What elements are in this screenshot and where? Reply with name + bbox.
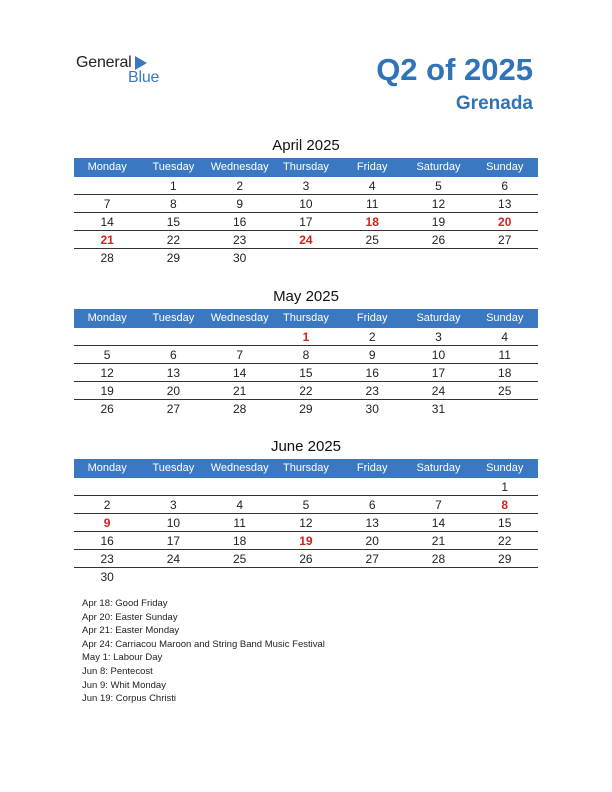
day-cell: 3 [435,330,442,344]
day-cell: 12 [100,366,114,380]
week-row [74,195,538,213]
week-row [74,231,538,249]
month-calendar [74,285,538,417]
holiday-list-item: Jun 9: Whit Monday [82,679,166,691]
day-cell: 17 [431,366,446,380]
weekday-label: Sunday [486,462,524,474]
day-cell: 6 [170,348,177,362]
day-cell: 1 [501,480,509,494]
weekday-header-row [74,459,538,478]
holiday-date: 20 [498,215,512,229]
day-cell: 10 [299,197,313,211]
logo-word-blue: Blue [128,69,160,86]
day-cell: 3 [302,179,310,193]
day-cell: 2 [368,330,376,344]
day-cell: 29 [498,552,512,566]
weekday-label: Saturday [416,312,461,324]
holiday-list [82,597,325,706]
week-row [74,496,538,514]
day-cell [405,568,471,585]
day-cell: 17 [299,215,313,229]
month-title: April 2025 [272,137,340,154]
day-cell [273,568,339,585]
day-cell: 19 [431,215,446,229]
day-cell [207,568,273,585]
weekday-label: Tuesday [152,161,195,173]
weekday-label: Wednesday [210,462,269,474]
day-cell: 25 [365,233,379,247]
day-cell: 30 [232,251,247,265]
day-cell [472,568,538,585]
month-title: May 2025 [273,288,339,305]
holiday-date: 21 [100,233,114,247]
day-cell: 7 [435,498,442,512]
day-cell [339,249,405,266]
day-cell [140,568,206,585]
day-cell: 10 [166,516,181,530]
day-cell: 9 [236,197,243,211]
holiday-list-item: Jun 19: Corpus Christi [82,693,176,705]
day-cell: 27 [498,233,512,247]
week-row [74,249,538,266]
day-cell: 11 [365,197,379,211]
day-cell: 18 [232,534,247,548]
weekday-label: Thursday [283,312,329,324]
weekday-label: Saturday [416,462,461,474]
holiday-date: 18 [365,215,379,229]
weekday-label: Friday [356,462,388,474]
weekday-label: Monday [87,462,127,474]
day-cell: 26 [100,402,114,416]
weekday-label: Monday [87,161,127,173]
week-row [74,213,538,231]
day-cell: 11 [233,516,246,530]
month-calendar [74,435,538,585]
logo-word-general: General [76,54,132,71]
day-cell: 3 [170,498,177,512]
day-cell [273,249,339,266]
day-cell: 22 [498,534,512,548]
weekday-label: Thursday [283,462,329,474]
week-row [74,364,538,382]
weekday-label: Wednesday [210,312,269,324]
day-cell: 22 [299,384,313,398]
day-cell [339,478,405,495]
day-cell: 13 [166,366,181,380]
day-cell: 29 [166,251,181,265]
weekday-label: Monday [87,312,127,324]
day-cell: 17 [166,534,181,548]
weekday-label: Sunday [486,161,524,173]
day-cell: 15 [299,366,313,380]
day-cell: 14 [232,366,247,380]
day-cell [339,568,405,585]
holiday-list-item: Apr 20: Easter Sunday [82,611,178,623]
day-cell: 21 [232,384,247,398]
holiday-date: 8 [501,498,509,512]
day-cell [74,478,140,495]
day-cell: 16 [365,366,379,380]
day-cell: 18 [498,366,512,380]
page-title: Q2 of 2025 [376,52,533,87]
week-row [74,328,538,346]
holiday-list-item: May 1: Labour Day [82,652,163,664]
day-cell [74,177,140,194]
holiday-date: 9 [103,516,111,530]
day-cell [405,249,471,266]
weekday-label: Sunday [486,312,524,324]
day-cell: 6 [368,498,376,512]
day-cell: 14 [431,516,446,530]
day-cell: 8 [302,348,310,362]
weekday-label: Tuesday [152,312,195,324]
day-cell: 21 [431,534,446,548]
day-cell: 20 [365,534,379,548]
day-cell: 26 [299,552,313,566]
week-row [74,478,538,496]
country-name: Grenada [455,93,533,114]
day-cell [472,400,538,417]
day-cell: 28 [232,402,247,416]
weekday-label: Thursday [283,161,329,173]
week-row [74,550,538,568]
week-row [74,382,538,400]
day-cell: 23 [365,384,379,398]
day-cell: 1 [170,179,177,193]
day-cell: 15 [498,516,512,530]
holiday-list-item: Apr 24: Carriacou Maroon and String Band Music Festival [82,638,325,650]
weekday-label: Wednesday [210,161,269,173]
day-cell: 29 [299,402,313,416]
day-cell: 25 [232,552,247,566]
day-cell: 4 [501,330,509,344]
week-row [74,568,538,585]
day-cell: 5 [302,498,310,512]
day-cell: 10 [431,348,446,362]
day-cell: 4 [236,498,243,512]
holiday-date: 1 [302,330,310,344]
day-cell: 28 [431,552,446,566]
holiday-list-item: Apr 18: Good Friday [82,598,168,609]
day-cell: 28 [100,251,114,265]
holiday-date: 19 [299,534,313,548]
day-cell: 23 [100,552,114,566]
day-cell: 13 [365,516,379,530]
day-cell: 14 [100,215,114,229]
day-cell: 25 [498,384,512,398]
day-cell: 30 [365,402,379,416]
day-cell [207,328,273,345]
day-cell [74,328,140,345]
day-cell: 23 [232,233,247,247]
holiday-date: 24 [299,233,313,247]
day-cell: 5 [103,348,111,362]
week-row [74,514,538,532]
day-cell: 6 [501,179,509,193]
day-cell: 22 [166,233,181,247]
day-cell [140,328,206,345]
day-cell: 16 [100,534,114,548]
weekday-header-row [74,309,538,328]
month-calendar [74,134,538,266]
day-cell: 5 [435,179,442,193]
day-cell: 31 [431,402,446,416]
day-cell: 7 [103,197,111,211]
day-cell: 19 [100,384,114,398]
holiday-list-item: Apr 21: Easter Monday [82,625,180,637]
day-cell [472,249,538,266]
logo [76,54,176,88]
day-cell: 11 [498,348,511,362]
holiday-list-item: Jun 8: Pentecost [82,665,153,677]
day-cell: 4 [368,179,376,193]
day-cell: 15 [166,215,181,229]
day-cell: 16 [232,215,247,229]
day-cell: 27 [166,402,181,416]
month-title: June 2025 [270,438,342,455]
day-cell: 20 [166,384,181,398]
logo-flag-icon [135,56,147,70]
day-cell: 30 [100,570,114,584]
day-cell: 24 [431,384,446,398]
day-cell [405,478,471,495]
weekday-label: Tuesday [152,462,195,474]
day-cell: 9 [368,348,376,362]
weekday-label: Saturday [416,161,461,173]
day-cell: 8 [170,197,177,211]
weekday-label: Friday [356,312,388,324]
weekday-header-row [74,158,538,177]
day-cell: 13 [498,197,512,211]
day-cell [207,478,273,495]
day-cell: 12 [431,197,446,211]
week-row [74,346,538,364]
day-cell: 27 [365,552,379,566]
day-cell: 24 [166,552,181,566]
week-row [74,532,538,550]
week-row [74,400,538,417]
day-cell: 12 [299,516,313,530]
day-cell: 7 [236,348,243,362]
day-cell [140,478,206,495]
day-cell [273,478,339,495]
week-row [74,177,538,195]
weekday-label: Friday [356,161,388,173]
day-cell: 2 [103,498,111,512]
day-cell: 2 [236,179,243,193]
day-cell: 26 [431,233,446,247]
